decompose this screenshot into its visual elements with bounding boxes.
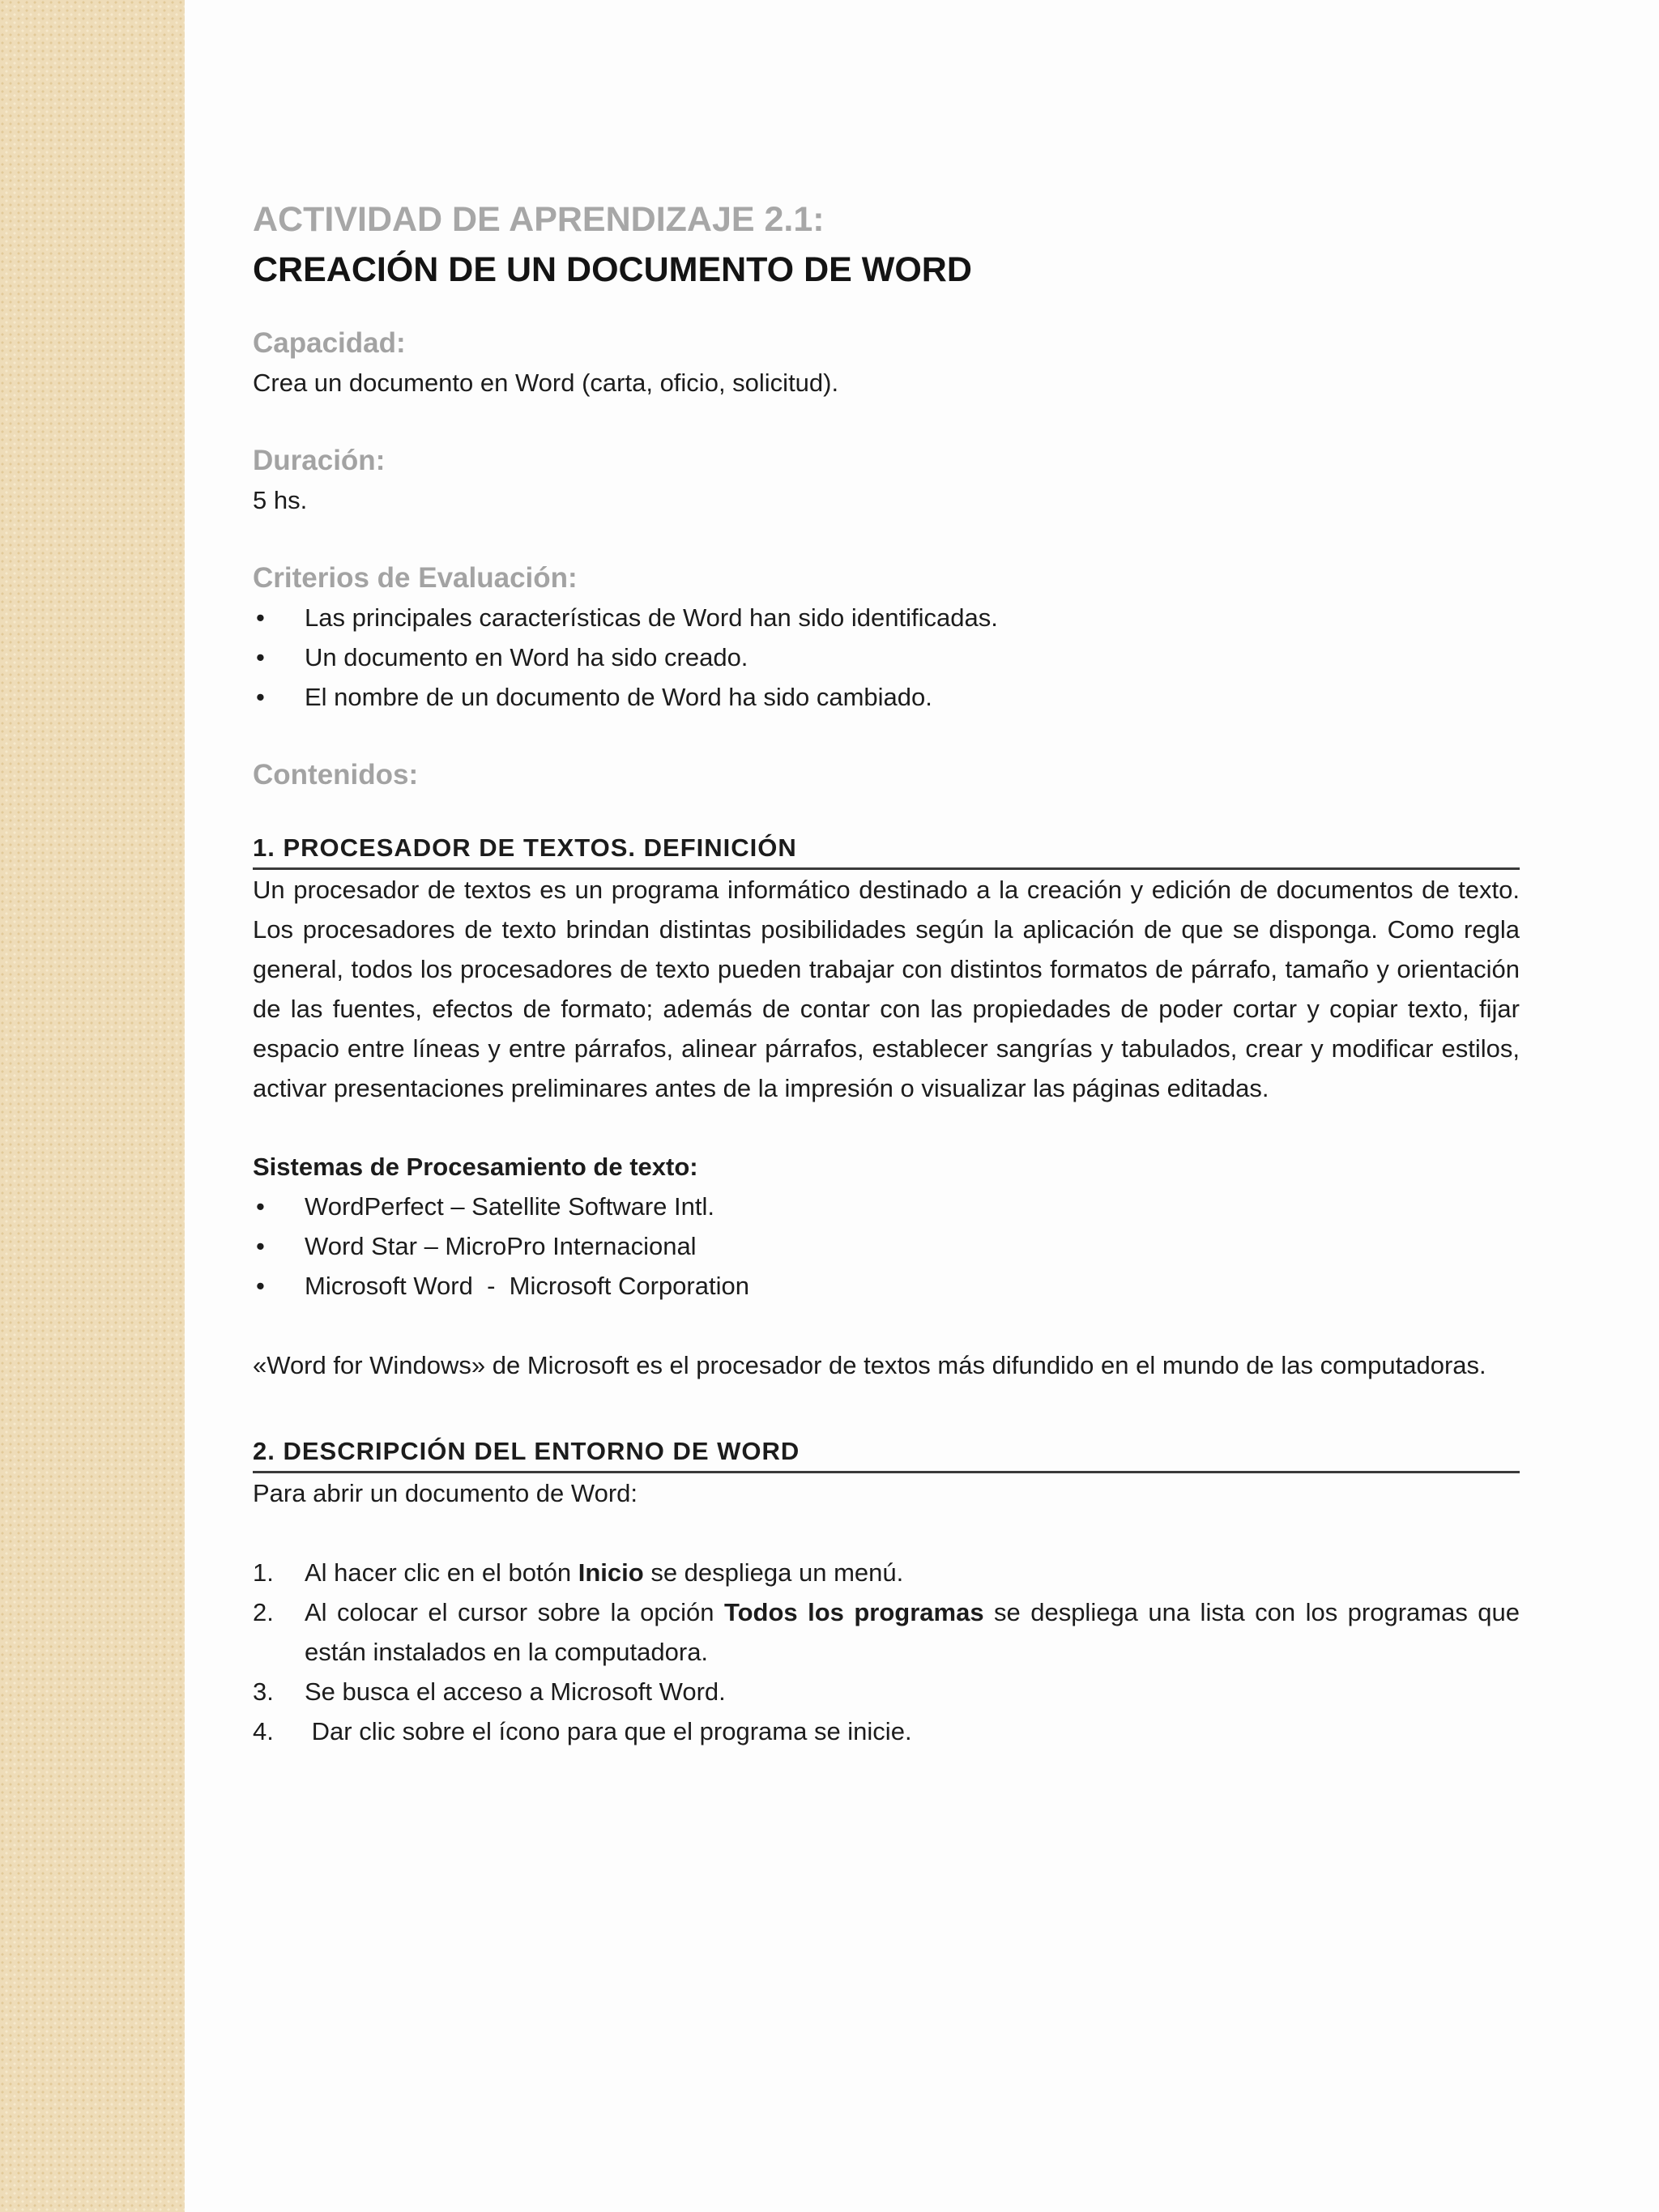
decorative-side-strip bbox=[0, 0, 185, 2212]
list-item bbox=[253, 1187, 1520, 1226]
step-number: 2. bbox=[253, 1598, 274, 1626]
systems-list bbox=[253, 1187, 1520, 1306]
criterios-block bbox=[253, 559, 1520, 717]
bullet-icon: • bbox=[256, 603, 265, 632]
step-text: Al hacer clic en el botón bbox=[305, 1558, 578, 1587]
page-content bbox=[253, 194, 1520, 1751]
bullet-icon: • bbox=[256, 1232, 265, 1260]
list-item bbox=[253, 598, 1520, 637]
list-item bbox=[253, 1672, 1520, 1711]
duracion-text: 5 hs. bbox=[253, 486, 308, 514]
bullet-icon: • bbox=[256, 1272, 265, 1300]
step-number: 4. bbox=[253, 1717, 274, 1745]
step-bold: Inicio bbox=[578, 1558, 644, 1587]
step-text: Al colocar el cursor sobre la opción bbox=[305, 1598, 724, 1626]
activity-subtitle: ACTIVIDAD DE APRENDIZAJE 2.1: bbox=[253, 200, 825, 239]
list-item bbox=[253, 677, 1520, 717]
step-text: Se busca el acceso a Microsoft Word. bbox=[305, 1677, 726, 1706]
list-item bbox=[253, 1226, 1520, 1266]
system-text: Word Star – MicroPro Internacional bbox=[305, 1232, 697, 1260]
section-1-heading: 1. PROCESADOR DE TEXTOS. DEFINICIÓN bbox=[253, 830, 1520, 870]
list-item bbox=[253, 1592, 1520, 1672]
criterio-text: Las principales características de Word han sido identificadas. bbox=[305, 603, 998, 632]
list-item bbox=[253, 1266, 1520, 1306]
document-page bbox=[185, 0, 1659, 2212]
section-1-paragraph: Un procesador de textos es un programa informático destinado a la creación y edición de documentos de texto. Los procesadores de texto brindan distintas posibilidades según la aplicación de que se disponga. Como regla general, todos los procesadores de texto pueden trabajar con distintos formatos de párrafo, tamaño y orientación de las fuentes, efectos de formato; además de contar con las propiedades de poder cortar y copiar texto, fijar espacio entre líneas y entre párrafos, alinear párrafos, establecer sangrías y tabulados, crear y modificar estilos, activar presentaciones preliminares antes de la impresión o visualizar las páginas editadas. bbox=[253, 876, 1520, 1102]
duracion-block bbox=[253, 441, 1520, 520]
criterios-label: Criterios de Evaluación: bbox=[253, 562, 578, 594]
bullet-icon: • bbox=[256, 683, 265, 711]
step-text: se despliega una lista con los programas que están instalados en la computadora. bbox=[305, 1598, 1520, 1666]
system-text: WordPerfect – Satellite Software Intl. bbox=[305, 1192, 714, 1221]
section-2-intro: Para abrir un documento de Word: bbox=[253, 1479, 638, 1507]
criterios-list bbox=[253, 598, 1520, 717]
bullet-icon: • bbox=[256, 1192, 265, 1221]
list-item bbox=[253, 1711, 1520, 1751]
section-2-heading: 2. DESCRIPCIÓN DEL ENTORNO DE WORD bbox=[253, 1434, 1520, 1473]
step-bold: Todos los programas bbox=[723, 1598, 984, 1626]
capacidad-label: Capacidad: bbox=[253, 327, 406, 359]
capacidad-block bbox=[253, 324, 1520, 403]
activity-title: CREACIÓN DE UN DOCUMENTO DE WORD bbox=[253, 250, 972, 289]
criterio-text: El nombre de un documento de Word ha sido cambiado. bbox=[305, 683, 932, 711]
closing-paragraph: «Word for Windows» de Microsoft es el procesador de textos más difundido en el mundo de las computadoras. bbox=[253, 1351, 1486, 1379]
system-text: Microsoft Word - Microsoft Corporation bbox=[305, 1272, 749, 1300]
step-text: Dar clic sobre el ícono para que el programa se inicie. bbox=[305, 1717, 912, 1745]
systems-heading: Sistemas de Procesamiento de texto: bbox=[253, 1153, 698, 1181]
bullet-icon: • bbox=[256, 643, 265, 671]
criterio-text: Un documento en Word ha sido creado. bbox=[305, 643, 748, 671]
step-text: se despliega un menú. bbox=[643, 1558, 904, 1587]
capacidad-text: Crea un documento en Word (carta, oficio, solicitud). bbox=[253, 369, 839, 397]
steps-list bbox=[253, 1553, 1520, 1751]
list-item bbox=[253, 637, 1520, 677]
duracion-label: Duración: bbox=[253, 445, 386, 476]
list-item bbox=[253, 1553, 1520, 1592]
step-number: 3. bbox=[253, 1677, 274, 1706]
contenidos-label: Contenidos: bbox=[253, 759, 419, 791]
step-number: 1. bbox=[253, 1558, 274, 1587]
